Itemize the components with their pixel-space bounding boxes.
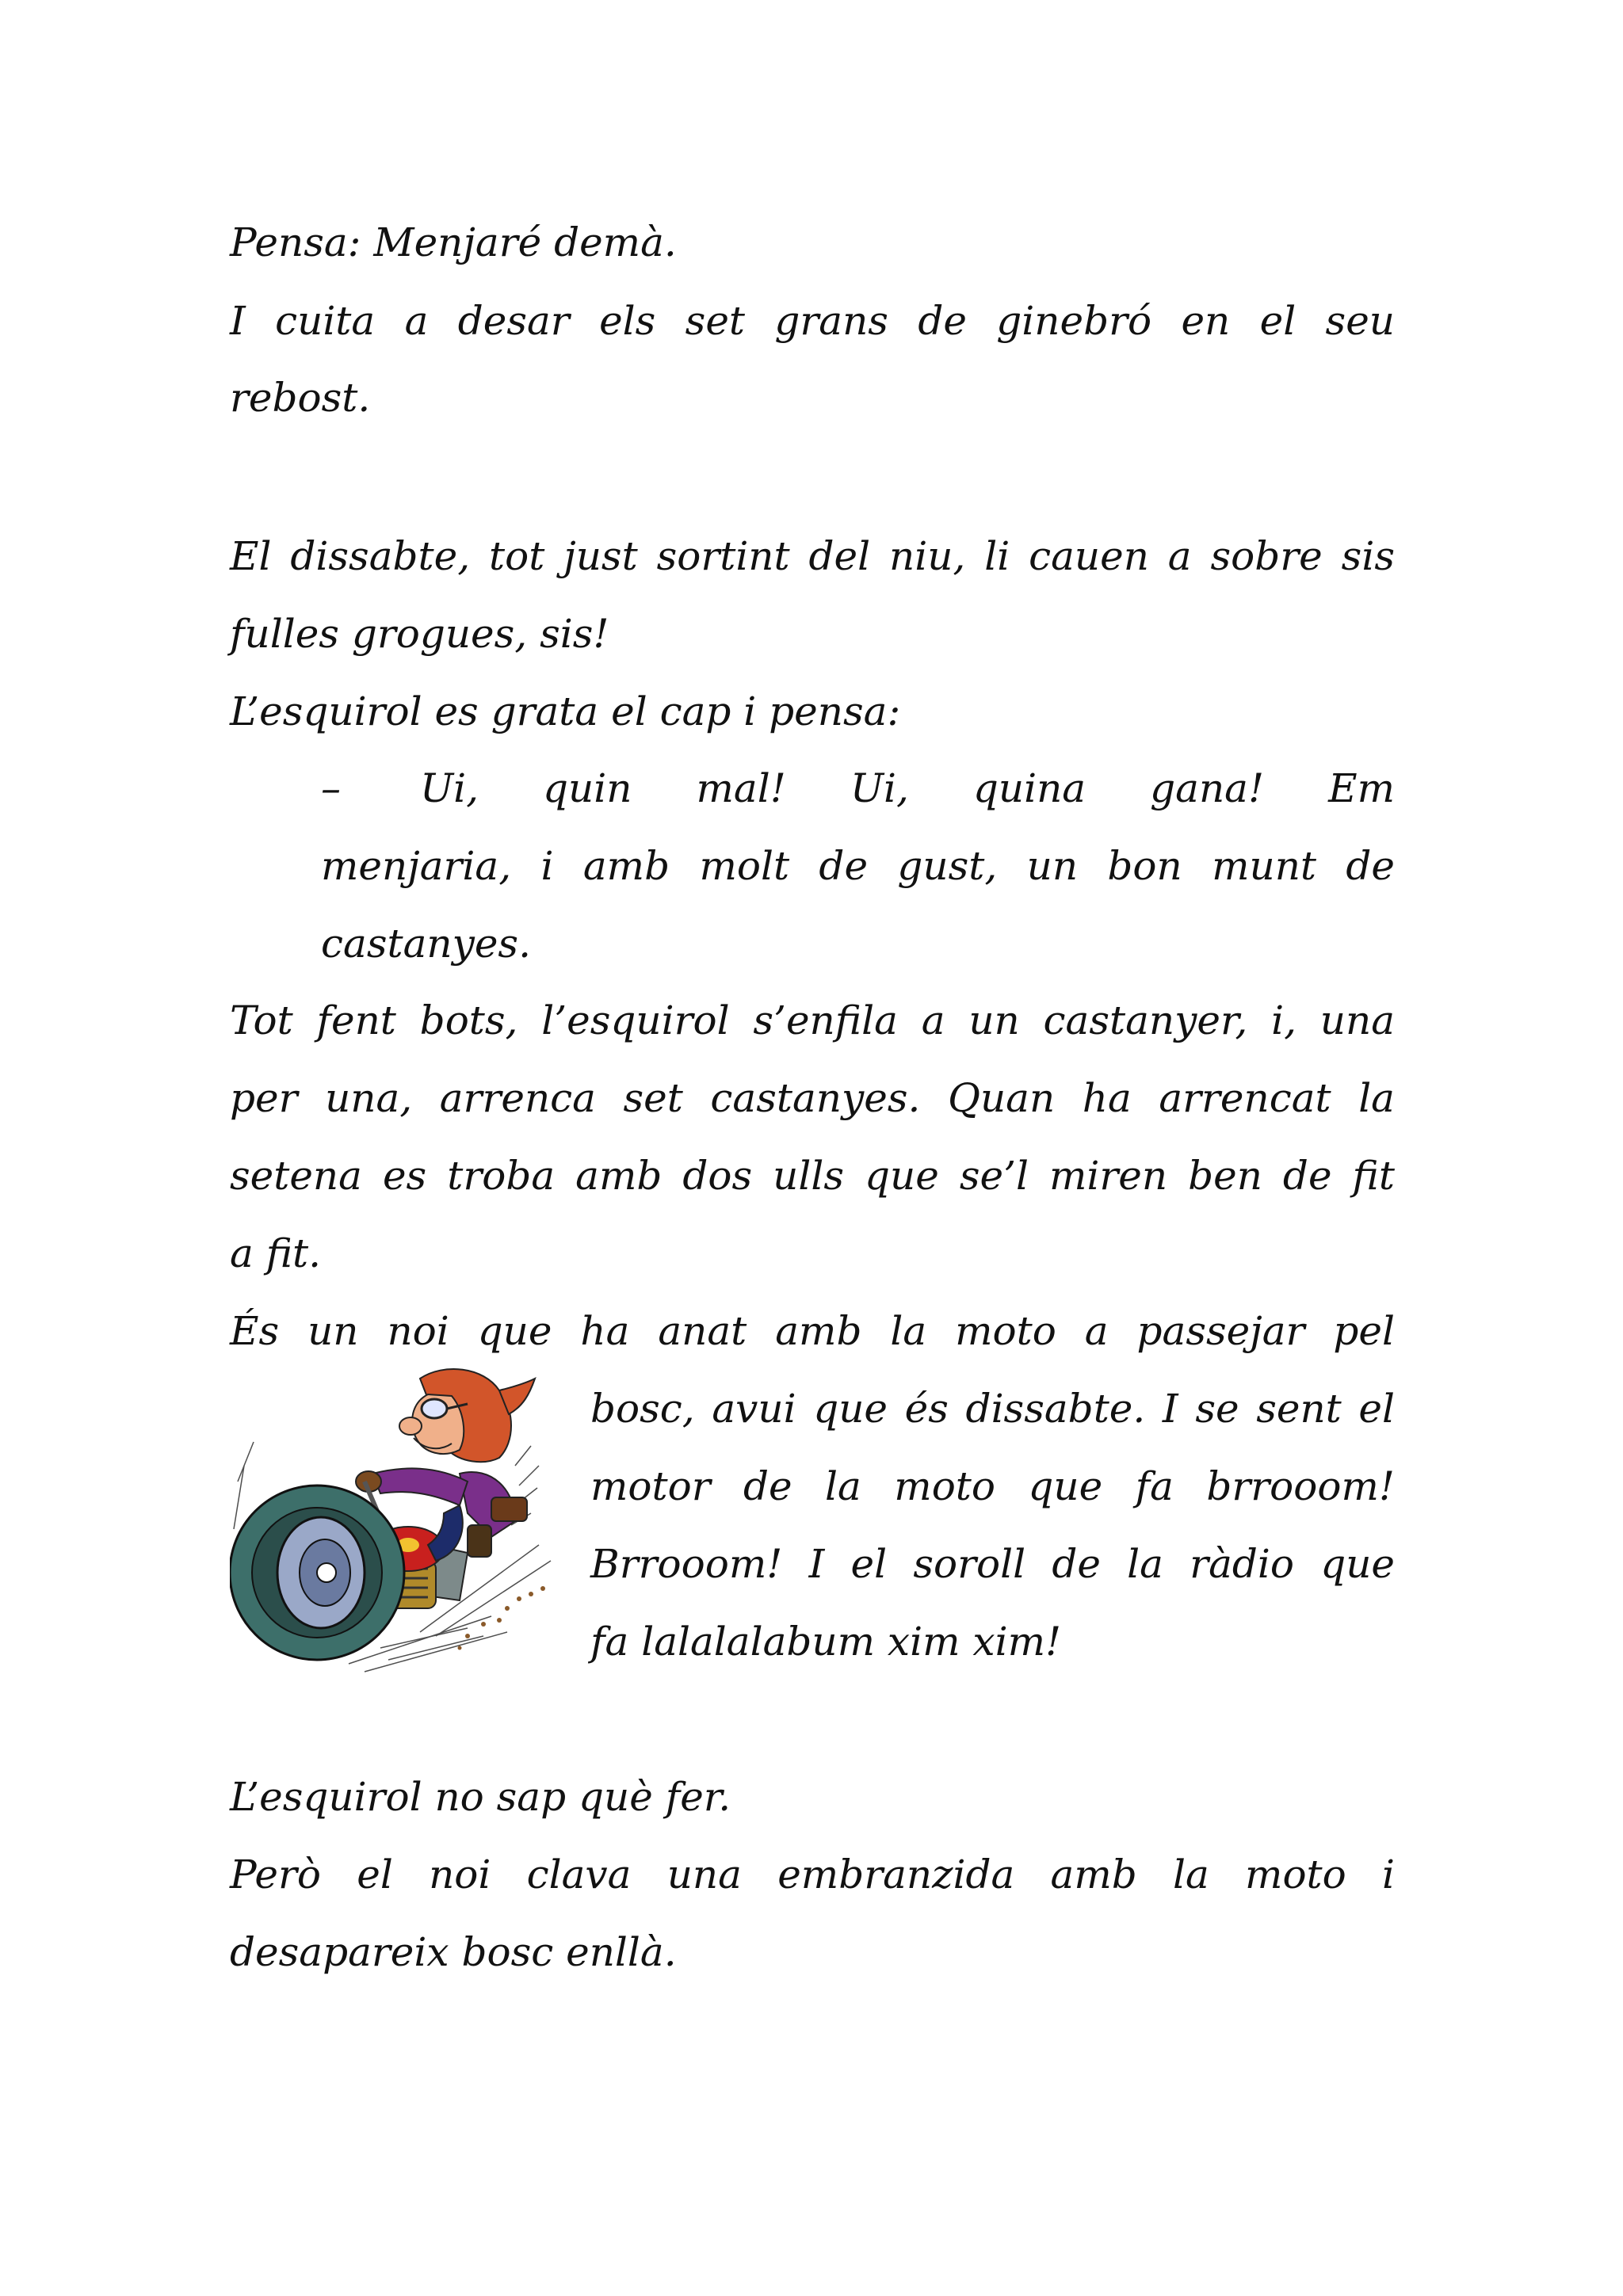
text-line: motor de la moto que fa brrooom! <box>590 1463 1395 1509</box>
text-line: per una, arrenca set castanyes. Quan ha arrencat la <box>230 1075 1395 1121</box>
dialogue-dash: – <box>321 765 341 811</box>
text-line: castanyes. <box>321 921 531 967</box>
text-line: L’esquirol no sap què fer. <box>230 1774 731 1820</box>
text-line: a fit. <box>230 1230 322 1276</box>
text-line: Brrooom! I el soroll de la ràdio que <box>590 1541 1395 1587</box>
text-line: Ui, quin mal! Ui, quina gana! Em <box>420 765 1395 811</box>
text-line: desapareix bosc enllà. <box>230 1929 677 1975</box>
text-line: Pensa: Menjaré demà. <box>230 219 677 265</box>
text-line: És un noi que ha anat amb la moto a passejar pel <box>230 1308 1395 1354</box>
text-line: fa lalalalabum xim xim! <box>590 1619 1062 1665</box>
text-line: bosc, avui que és dissabte. I se sent el <box>590 1386 1395 1432</box>
text-line: setena es troba amb dos ulls que se’l miren ben de fit <box>230 1153 1395 1199</box>
text-line: I cuita a desar els set grans de ginebró en el seu <box>230 298 1395 344</box>
text-line: Però el noi clava una embranzida amb la moto i <box>230 1852 1395 1897</box>
text-line: El dissabte, tot just sortint del niu, li cauen a sobre sis <box>230 533 1395 579</box>
motorcycle-rider-icon <box>230 1347 563 1680</box>
text-line: Tot fent bots, l’esquirol s’enfila a un castanyer, i, una <box>230 997 1395 1043</box>
text-line: fulles grogues, sis! <box>230 611 609 657</box>
text-line: rebost. <box>230 375 371 421</box>
text-line: menjaria, i amb molt de gust, un bon munt de <box>321 843 1395 889</box>
text-line: L’esquirol es grata el cap i pensa: <box>230 688 901 734</box>
